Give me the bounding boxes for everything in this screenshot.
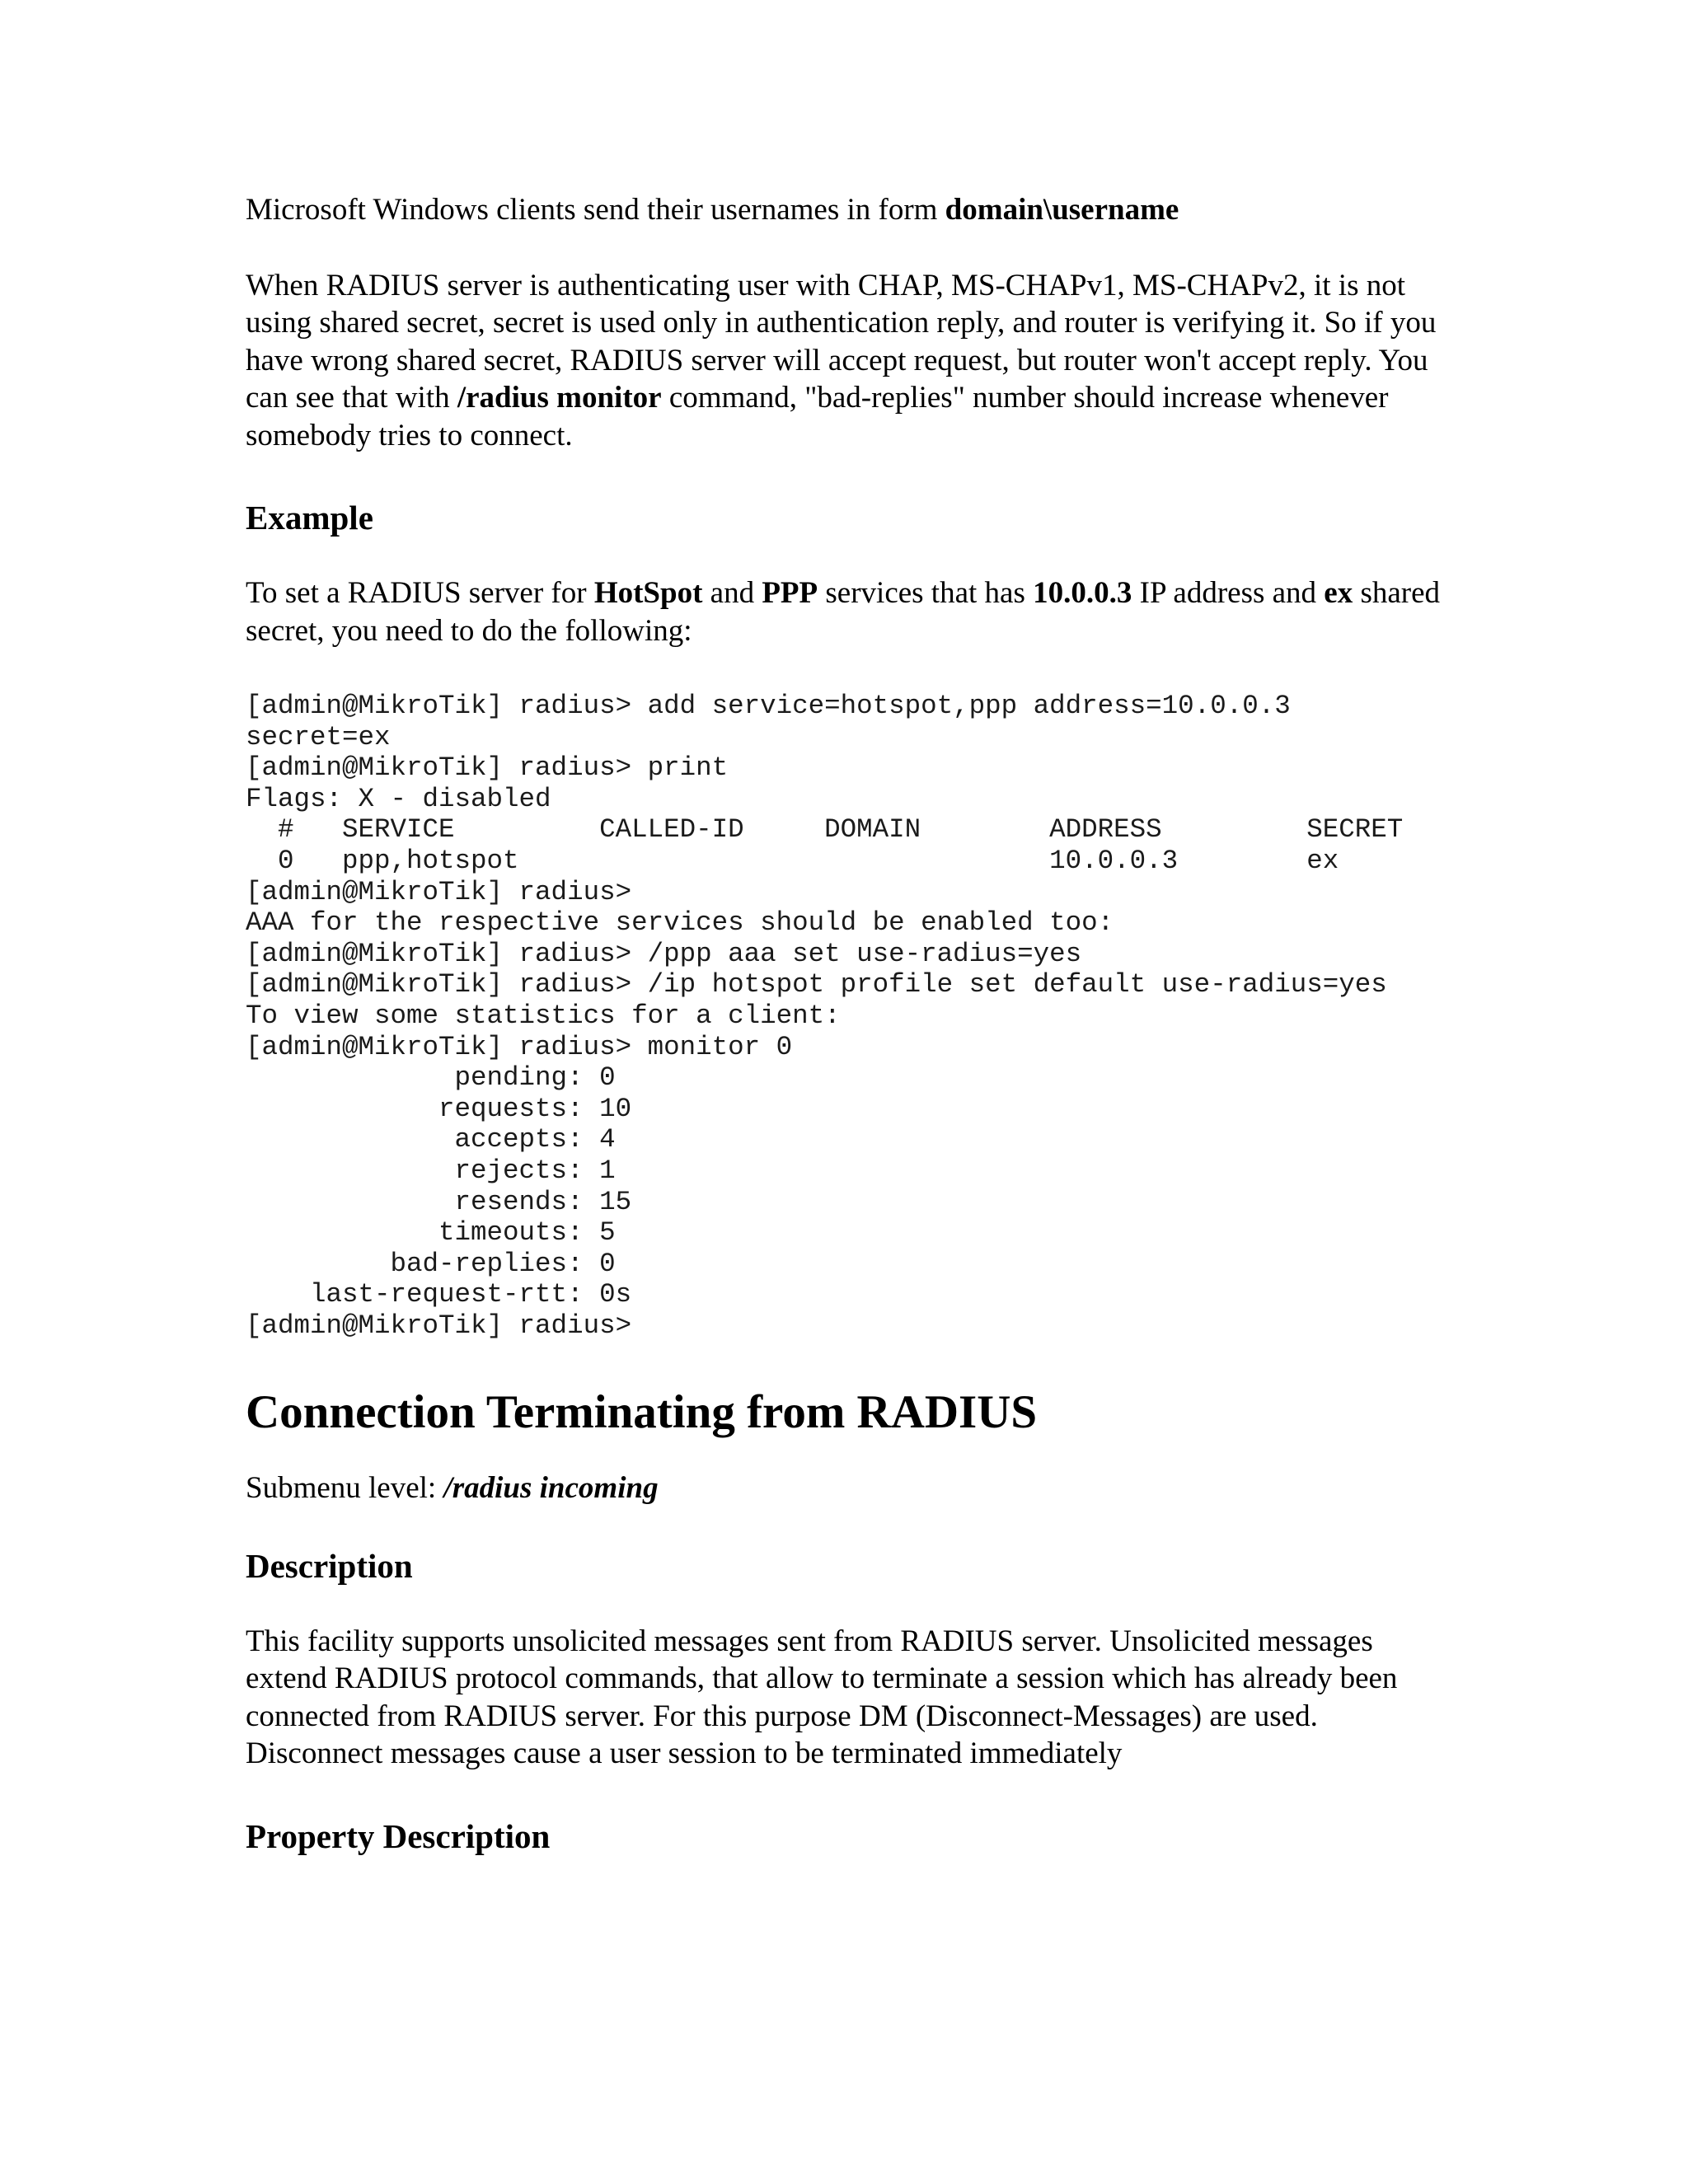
example-intro-paragraph xyxy=(246,574,1449,649)
p3-t4: IP address and xyxy=(1132,576,1325,610)
property-description-heading: Property Description xyxy=(246,1816,551,1855)
p2-text1: When RADIUS server is authenticating user with CHAP, MS-CHAPv1, MS-CHAPv2, it is not using shared secret, secret is used only in authentication reply, and router is verifying it. So if you have wrong shared secret, RADIUS server will accept request, but router won't accept reply. You can see that with xyxy=(246,268,1437,415)
description-paragraph: This facility supports unsolicited messages sent from RADIUS server. Unsolicited messages extend RADIUS protocol commands, that allow to terminate a session which has already been connected from RADIUS server. For this purpose DM (Disconnect-Messages) are used. Disconnect messages cause a user session to be terminated immediately xyxy=(246,1624,1398,1771)
p3-b3: 10.0.0.3 xyxy=(1033,576,1132,610)
example-heading: Example xyxy=(246,499,373,537)
p3-t1: To set a RADIUS server for xyxy=(246,576,594,610)
submenu-line xyxy=(246,1469,1449,1507)
section-title: Connection Terminating from RADIUS xyxy=(246,1386,1038,1439)
p3-t3: services that has xyxy=(818,576,1034,610)
p1-text: Microsoft Windows clients send their usernames in form xyxy=(246,193,945,227)
submenu-label: Submenu level: xyxy=(246,1471,444,1506)
code-block: [admin@MikroTik] radius> add service=hotspot,ppp address=10.0.0.3 secret=ex [admin@MikroTik] radius> print Flags: X - disabled # SERVICE CALLED-ID DOMAIN ADDRESS SECRET 0 ppp,hotspot 10.0.0.3 ex [admin@MikroTik] radius> AAA for the respective services should be enabled too: [admin@MikroTik] radius> /ppp aaa set use-radius=yes [admin@MikroTik] radius> /ip hotspot profile set default use-radius=yes To view some statistics for a client: [admin@MikroTik] radius> monitor 0 pending: 0 requests: 10 accepts: 4 rejects: 1 resends: 15 timeouts: 5 bad-replies: 0 last-request-rtt: 0s [admin@MikroTik] radius> xyxy=(246,691,1404,1341)
p2-text2: command, "bad-replies" number should increase whenever somebody tries to connect. xyxy=(246,381,1389,452)
p3-b2: PPP xyxy=(762,576,818,610)
p3-b1: HotSpot xyxy=(593,576,703,610)
p2-bold: /radius monitor xyxy=(457,381,662,415)
description-heading: Description xyxy=(246,1546,413,1585)
document-page xyxy=(246,191,1449,1857)
p3-t2: and xyxy=(702,576,762,610)
p3-b4: ex xyxy=(1324,576,1353,610)
windows-usernames-paragraph xyxy=(246,191,1449,229)
p3-t5: shared secret, you need to do the following: xyxy=(246,576,1441,648)
shared-secret-paragraph xyxy=(246,267,1449,455)
submenu-value: /radius incoming xyxy=(443,1471,659,1506)
p1-bold: domain\username xyxy=(945,193,1179,227)
